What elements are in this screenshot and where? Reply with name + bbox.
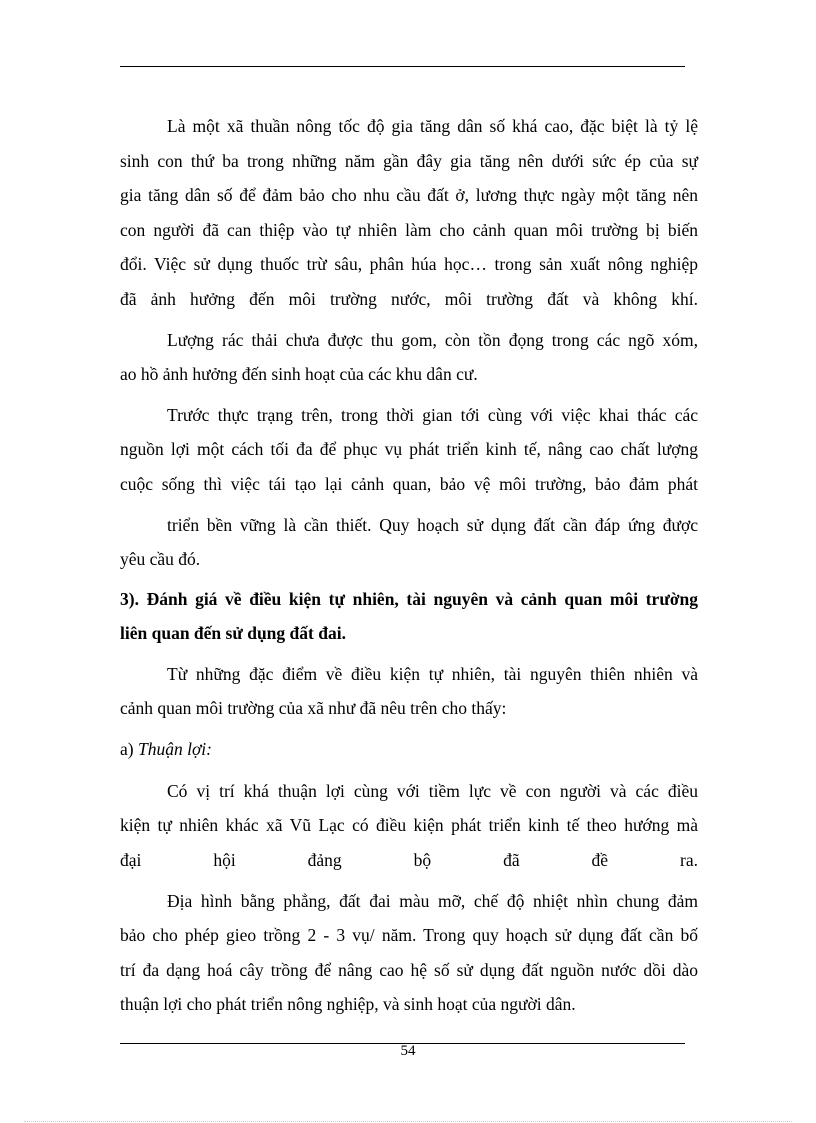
paragraph-line: con người đã can thiệp vào tự nhiên làm cho cảnh quan môi trường bị biến [120, 220, 698, 240]
paragraph-line: triển bền vững là cần thiết. Quy hoạch sử dụng đất cần đáp ứng được [167, 515, 698, 535]
paragraph-line: trí đa dạng hoá cây trồng để nâng cao hệ số sử dụng đất nguồn nước dồi dào [120, 960, 698, 980]
paragraph-line: Trước thực trạng trên, trong thời gian tới cùng với việc khai thác các [167, 405, 698, 425]
paragraph-line: đã ảnh hưởng đến môi trường nước, môi trường đất và không khí. [120, 289, 698, 309]
paragraph-line: bảo cho phép gieo trồng 2 - 3 vụ/ năm. Trong quy hoạch sử dụng đất cần bố [120, 925, 698, 945]
section-heading-line: 3). Đánh giá về điều kiện tự nhiên, tài nguyên và cảnh quan môi trường [120, 589, 698, 609]
paragraph-line: nguồn lợi một cách tối đa để phục vụ phát triển kinh tế, nâng cao chất lượng [120, 439, 698, 459]
paragraph-line: đại hội đảng bộ đã đề ra. [120, 850, 698, 870]
paragraph-line: Có vị trí khá thuận lợi cùng với tiềm lực về con người và các điều [167, 781, 698, 801]
header-rule [120, 66, 685, 67]
page-edge [24, 1121, 792, 1122]
section-heading-line: liên quan đến sử dụng đất đai. [120, 623, 346, 643]
subheading-advantages [120, 732, 212, 766]
paragraph-line: Lượng rác thải chưa được thu gom, còn tồn đọng trong các ngõ xóm, [167, 330, 698, 350]
paragraph-line: ao hồ ảnh hưởng đến sinh hoạt của các khu dân cư. [120, 364, 478, 384]
paragraph-line: Là một xã thuần nông tốc độ gia tăng dân số khá cao, đặc biệt là tỷ lệ [167, 116, 698, 136]
paragraph-line: yêu cầu đó. [120, 549, 201, 569]
paragraph-line: Địa hình bằng phẳng, đất đai màu mỡ, chế độ nhiệt nhìn chung đảm [167, 891, 698, 911]
page-number: 54 [400, 1043, 416, 1059]
paragraph-line: cuộc sống thì việc tái tạo lại cảnh quan, bảo vệ môi trường, bảo đảm phát [120, 474, 698, 494]
paragraph-line: thuận lợi cho phát triển nông nghiệp, và sinh hoạt của người dân. [120, 994, 576, 1014]
paragraph-line: sinh con thứ ba trong những năm gần đây gia tăng nên dưới sức ép của sự [120, 151, 698, 171]
paragraph-line: Từ những đặc điểm về điều kiện tự nhiên, tài nguyên thiên nhiên và [167, 664, 698, 684]
subheading-prefix: a) [120, 739, 138, 759]
paragraph-line: đổi. Việc sử dụng thuốc trừ sâu, phân húa học… trong sản xuất nông nghiệp [120, 254, 698, 274]
subheading-title: Thuận lợi: [137, 739, 212, 759]
paragraph-line: kiện tự nhiên khác xã Vũ Lạc có điều kiện phát triển kinh tế theo hướng mà [120, 815, 698, 835]
paragraph-line: gia tăng dân số để đảm bảo cho nhu cầu đất ở, lương thực ngày một tăng nên [120, 185, 698, 205]
paragraph-line: cảnh quan môi trường của xã như đã nêu trên cho thấy: [120, 698, 507, 718]
